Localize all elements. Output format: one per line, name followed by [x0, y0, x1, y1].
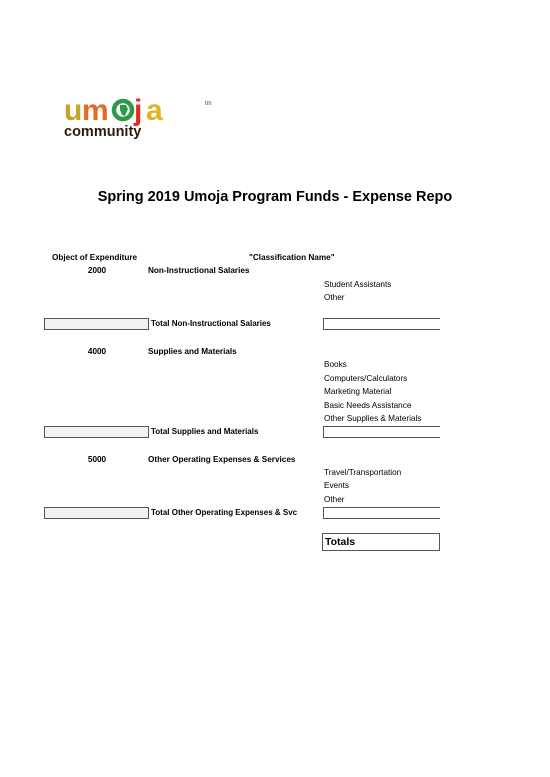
line-item: Events — [324, 481, 350, 490]
logo-letter-a: a — [146, 96, 163, 127]
logo-letter-m: m — [82, 96, 109, 127]
section-total-value-cell — [324, 507, 440, 519]
line-item: Computers/Calculators — [324, 374, 408, 383]
line-item: Books — [324, 360, 347, 369]
logo-community-word: community — [64, 124, 142, 140]
section-total-label-cell — [148, 426, 324, 438]
umoja-community-logo — [64, 96, 224, 140]
grand-total-label: Totals — [325, 536, 356, 548]
section-code: 5000 — [87, 455, 107, 464]
section-total-row — [44, 318, 440, 330]
logo-letter-j: j — [134, 96, 143, 127]
line-item: Other Supplies & Materials — [324, 414, 422, 423]
section-total-label: Total Other Operating Expenses & Svc — [151, 508, 298, 517]
section-total-value-cell — [324, 426, 440, 438]
section-total-label-cell — [148, 318, 324, 330]
section-total-label: Total Non-Instructional Salaries — [151, 319, 271, 328]
section-code: 4000 — [87, 347, 107, 356]
logo-trademark: tm — [205, 101, 212, 107]
section-total-row — [44, 507, 440, 519]
line-item: Basic Needs Assistance — [324, 401, 412, 410]
line-item: Other — [324, 495, 345, 504]
line-item: Travel/Transportation — [324, 468, 402, 477]
section-total-value-cell — [324, 318, 440, 330]
line-item: Student Assistants — [324, 280, 392, 289]
section-name: Other Operating Expenses & Services — [148, 455, 296, 464]
logo-graphic — [64, 96, 224, 140]
column-header-object-of-expenditure: Object of Expenditure — [52, 253, 138, 262]
section-total-row — [44, 426, 440, 438]
section-total-label: Total Supplies and Materials — [151, 427, 259, 436]
column-header-classification-name: "Classification Name" — [249, 253, 335, 262]
logo-letter-u: u — [64, 96, 83, 127]
section-name: Supplies and Materials — [148, 347, 237, 356]
section-total-label-cell — [148, 507, 324, 519]
section-code: 2000 — [87, 266, 107, 275]
grand-total-cell — [322, 533, 440, 551]
report-title: Spring 2019 Umoja Program Funds - Expense Repo — [97, 189, 453, 205]
section-name: Non-Instructional Salaries — [148, 266, 250, 275]
line-item: Marketing Material — [324, 387, 392, 396]
line-item: Other — [324, 293, 345, 302]
